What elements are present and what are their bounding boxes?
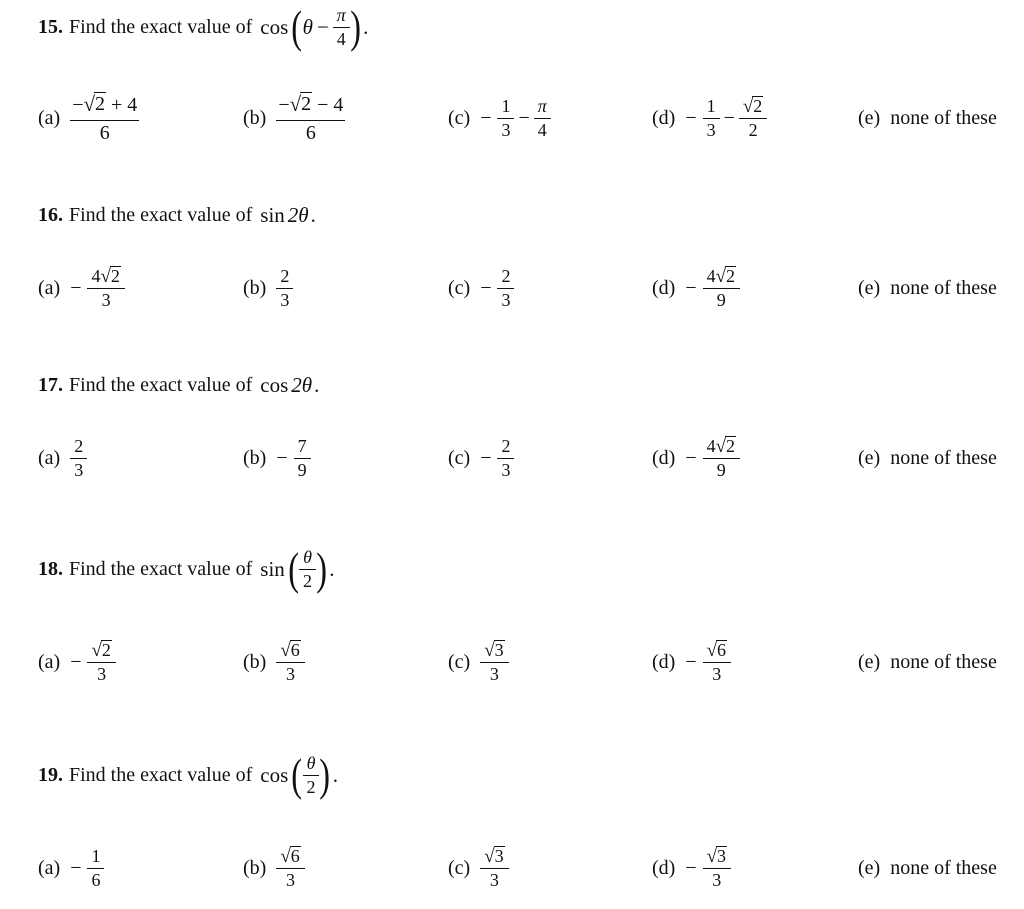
- choice-d[interactable]: (d) − √ 3 3: [652, 838, 731, 898]
- right-paren: ): [316, 543, 327, 594]
- choice-label: (e): [858, 856, 881, 879]
- choice-label: (a): [38, 276, 61, 299]
- choice-a[interactable]: (a) − 4 √ 2 3: [38, 258, 125, 318]
- function-name: cos: [260, 762, 289, 787]
- choice-label: (b): [243, 276, 267, 299]
- function-name: cos: [260, 372, 289, 397]
- left-paren: (: [291, 749, 303, 800]
- choice-c[interactable]: (c) √ 3 3: [448, 632, 509, 692]
- choice-label: (c): [448, 446, 471, 469]
- choice-label: (a): [38, 856, 61, 879]
- math-expression: sin ( $\frac{\theta}{2}$ ) .: [260, 543, 335, 594]
- function-name: cos: [260, 14, 289, 39]
- choice-c[interactable]: (c) − $\frac{2}{3}$: [448, 258, 514, 318]
- answer-choices: [38, 838, 1024, 898]
- choice-c[interactable]: (c) − $\frac{1}{3}$ − $\frac{\pi}{4}$: [448, 88, 551, 148]
- choice-label: (c): [448, 106, 471, 129]
- question-text: Find the exact value of: [69, 15, 253, 38]
- choice-label: (e): [858, 650, 881, 673]
- fraction: − √ 2 + 4 6: [72, 91, 138, 144]
- choice-label: (a): [38, 106, 61, 129]
- choice-label: (c): [448, 276, 471, 299]
- function-name: sin: [260, 202, 285, 227]
- choice-label: (b): [243, 106, 267, 129]
- choice-label: (a): [38, 446, 61, 469]
- answer-choices: [38, 88, 1024, 148]
- choice-c[interactable]: (c) − $\frac{2}{3}$: [448, 428, 514, 488]
- fraction: − √ 2 − 4 6: [278, 91, 344, 144]
- question-text: Find the exact value of: [69, 763, 253, 786]
- question-number: 15.: [38, 15, 63, 38]
- fraction: $\frac{\pi}{4}$: [333, 6, 350, 49]
- choice-c[interactable]: (c) √ 3 3: [448, 838, 509, 898]
- choice-b[interactable]: (b) √ 6 3: [243, 632, 305, 692]
- question-text: Find the exact value of: [69, 557, 253, 580]
- math-expression: cos ( θ − $\frac{\pi}{4}$ ) .: [260, 1, 369, 52]
- answer-choices: [38, 632, 1024, 692]
- choice-label: (b): [243, 650, 267, 673]
- left-paren: (: [291, 1, 303, 52]
- choice-b[interactable]: [243, 88, 345, 148]
- choice-e[interactable]: (e) none of these: [858, 446, 997, 469]
- choice-label: (d): [652, 856, 676, 879]
- math-expression: sin 2θ .: [260, 202, 316, 227]
- left-paren: (: [288, 543, 299, 594]
- question-number: 19.: [38, 763, 63, 786]
- choice-label: (a): [38, 650, 61, 673]
- math-expression: cos ( $\frac{\theta}{2}$ ) .: [260, 749, 339, 800]
- choice-e[interactable]: (e) none of these: [858, 276, 997, 299]
- question-stem: [38, 200, 316, 230]
- choice-b[interactable]: (b) $\frac{2}{3}$: [243, 258, 293, 318]
- choice-e[interactable]: (e) none of these: [858, 106, 997, 129]
- choice-label: (e): [858, 446, 881, 469]
- question-stem: [38, 750, 338, 800]
- choice-label: (c): [448, 650, 471, 673]
- choice-a[interactable]: (a) − $\frac{1}{6}$: [38, 838, 104, 898]
- question-stem: [38, 370, 319, 400]
- right-paren: ): [319, 749, 331, 800]
- choice-label: (e): [858, 276, 881, 299]
- choice-a[interactable]: (a) − √ 2 3: [38, 632, 116, 692]
- question-number: 18.: [38, 557, 63, 580]
- choice-label: (d): [652, 446, 676, 469]
- choice-b[interactable]: (b) √ 6 3: [243, 838, 305, 898]
- choice-label: (d): [652, 106, 676, 129]
- question-stem: [38, 3, 368, 51]
- question-number: 17.: [38, 373, 63, 396]
- right-paren: ): [350, 1, 361, 52]
- choice-b[interactable]: (b) − $\frac{7}{9}$: [243, 428, 311, 488]
- math-expression: cos 2θ .: [260, 372, 320, 397]
- choice-a[interactable]: (a) $\frac{2}{3}$: [38, 428, 87, 488]
- choice-d[interactable]: (d) − 4 √ 2 9: [652, 428, 740, 488]
- choice-a[interactable]: [38, 88, 139, 148]
- choice-label: (b): [243, 856, 267, 879]
- choice-d[interactable]: (d) − $\frac{1}{3}$ − √ 2 2: [652, 88, 767, 148]
- question-text: Find the exact value of: [69, 203, 253, 226]
- question-text: Find the exact value of: [69, 373, 253, 396]
- choice-e[interactable]: (e) none of these: [858, 856, 997, 879]
- choice-label: (e): [858, 106, 881, 129]
- choice-d[interactable]: (d) − 4 √ 2 9: [652, 258, 740, 318]
- choice-label: (b): [243, 446, 267, 469]
- choice-label: (c): [448, 856, 471, 879]
- choice-e[interactable]: (e) none of these: [858, 650, 997, 673]
- choice-label: (d): [652, 650, 676, 673]
- function-name: sin: [260, 556, 285, 581]
- choice-label: (d): [652, 276, 676, 299]
- answer-choices: [38, 258, 1024, 318]
- choice-d[interactable]: (d) − √ 6 3: [652, 632, 731, 692]
- question-number: 16.: [38, 203, 63, 226]
- question-stem: [38, 544, 335, 594]
- answer-choices: [38, 428, 1024, 488]
